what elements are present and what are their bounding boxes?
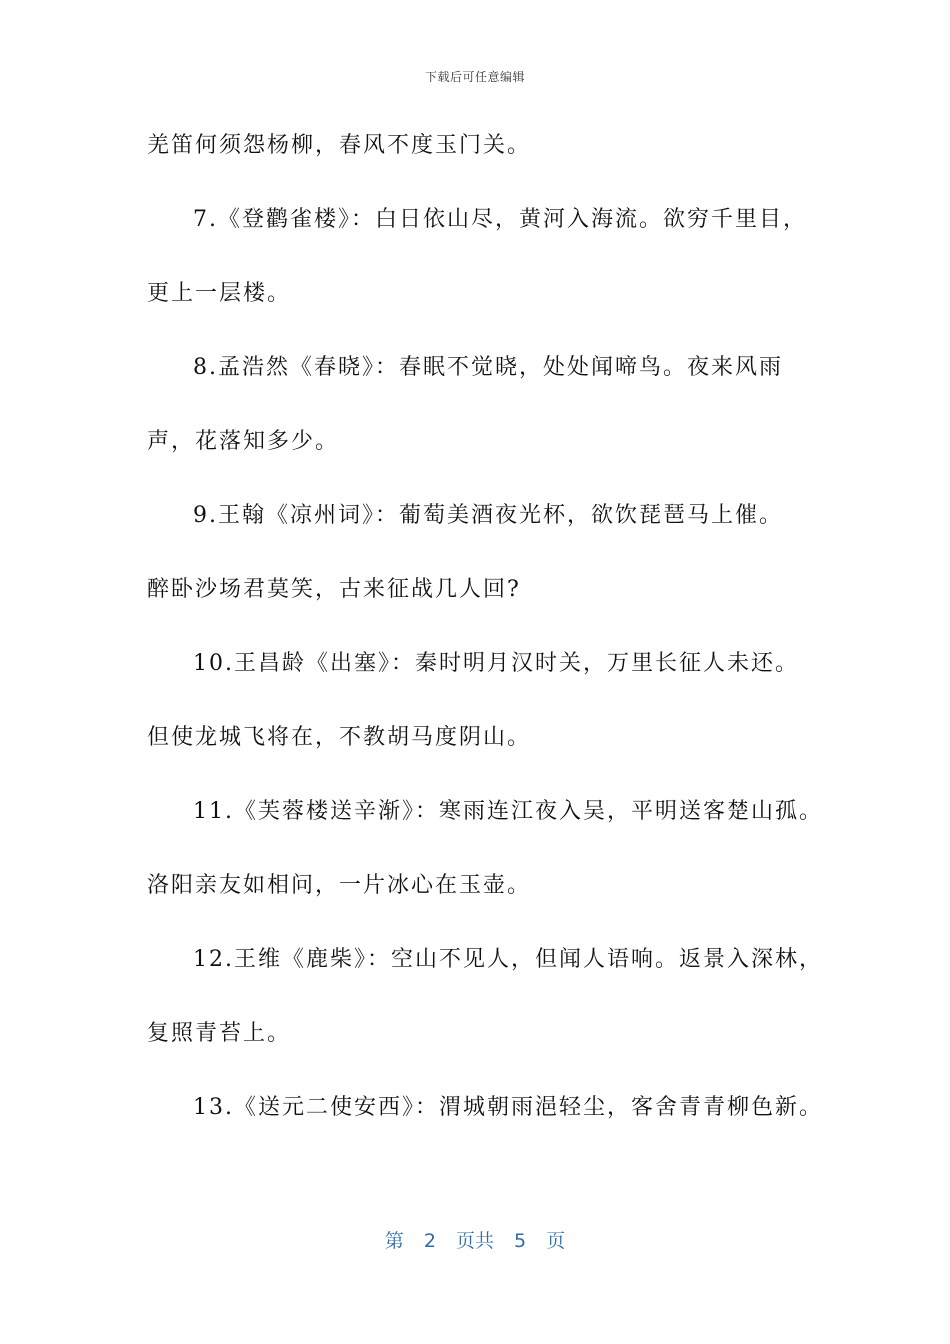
text-line: 更上一层楼。	[147, 281, 292, 306]
page-total: 5	[514, 1230, 527, 1252]
poem-body	[147, 126, 837, 1162]
text-line: 12.王维《鹿柴》：空山不见人，但闻人语响。返景入深林，	[193, 947, 823, 972]
text-line: 洛阳亲友如相问，一片冰心在玉壶。	[147, 873, 532, 898]
text-line: 醉卧沙场君莫笑，古来征战几人回?	[147, 577, 521, 602]
text-line: 但使龙城飞将在，不教胡马度阴山。	[147, 725, 532, 750]
text-line: 复照青苔上。	[147, 1021, 292, 1046]
text-line: 11.《芙蓉楼送辛渐》：寒雨连江夜入吴，平明送客楚山孤。	[193, 799, 823, 824]
header-note: 下载后可任意编辑	[424, 70, 525, 84]
text-line: 羌笛何须怨杨柳，春风不度玉门关。	[147, 133, 532, 158]
page-current: 2	[423, 1230, 436, 1252]
page-number-footer	[0, 1226, 950, 1253]
text-line: 8.孟浩然《春晓》：春眠不觉晓，处处闻啼鸟。夜来风雨	[193, 355, 783, 380]
text-line: 10.王昌龄《出塞》：秦时明月汉时关，万里长征人未还。	[193, 651, 799, 676]
text-line: 9.王翰《凉州词》：葡萄美酒夜光杯，欲饮琵琶马上催。	[193, 503, 783, 528]
page-prefix: 第	[384, 1230, 404, 1252]
text-line: 7.《登鹳雀楼》：白日依山尽，黄河入海流。欲穷千里目，	[193, 207, 807, 232]
page-mid: 页共	[455, 1230, 494, 1252]
page-suffix: 页	[546, 1230, 566, 1252]
text-line: 13.《送元二使安西》：渭城朝雨浥轻尘，客舍青青柳色新。	[193, 1095, 823, 1120]
text-line: 声，花落知多少。	[147, 429, 340, 454]
